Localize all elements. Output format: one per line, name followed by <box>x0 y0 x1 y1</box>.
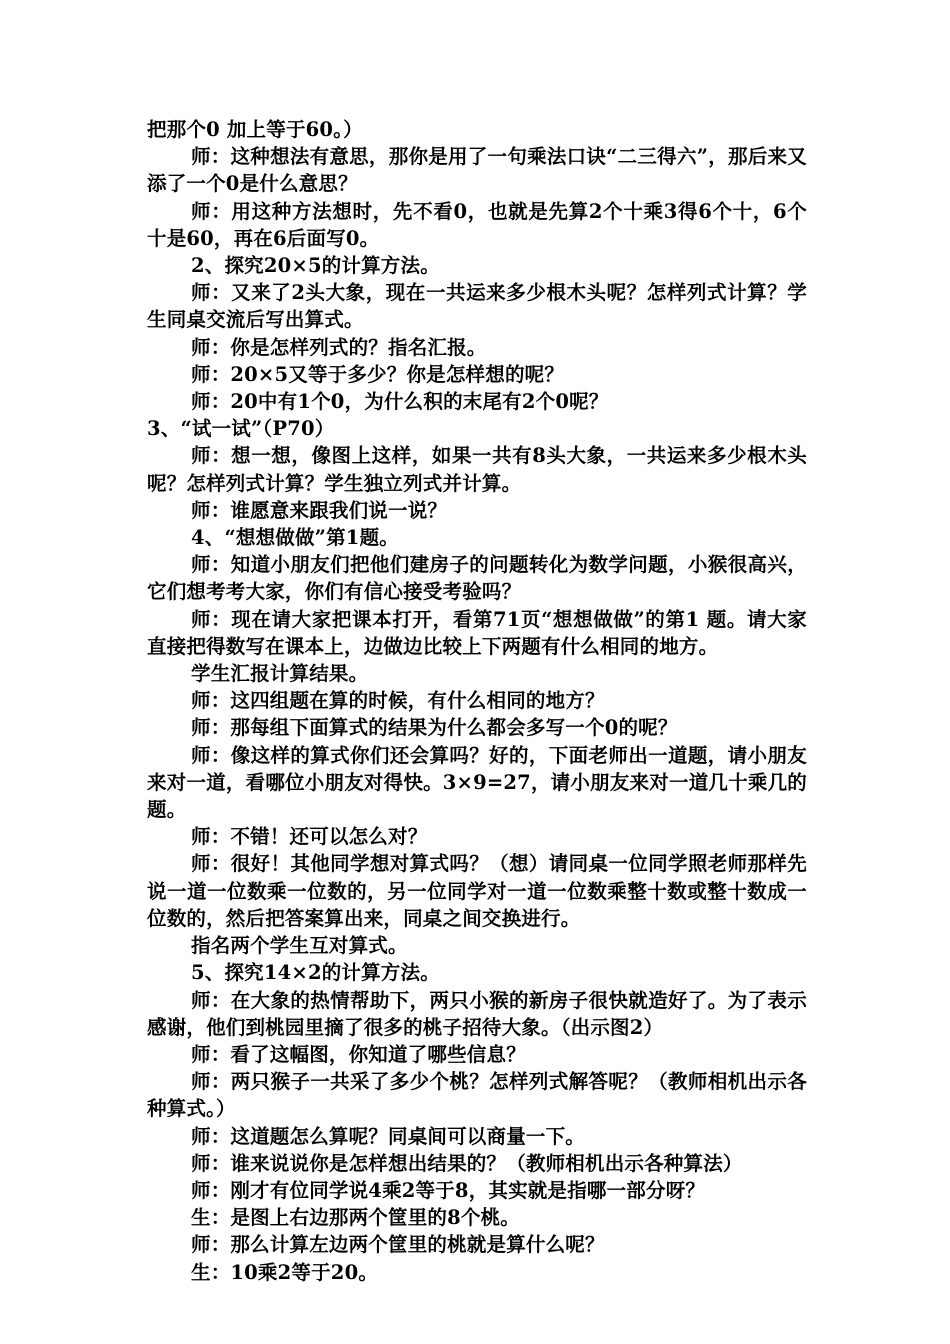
paragraph: 师：那么计算左边两个筐里的桃就是算什么呢？ <box>191 1233 605 1257</box>
paragraph: 师：你是怎样列式的？指名汇报。 <box>191 335 487 359</box>
paragraph: 师：看了这幅图，你知道了哪些信息？ <box>191 1042 526 1066</box>
paragraph: 师：谁来说说你是怎样想出结果的？（教师相机出示各种算法） <box>191 1151 743 1175</box>
paragraph: 师：那每组下面算式的结果为什么都会多写一个0的呢？ <box>191 716 678 740</box>
paragraph: 生：是图上右边那两个筐里的8个桃。 <box>191 1206 520 1230</box>
paragraph: 师：现在请大家把课本打开，看第71页“想想做做”的第1 题。请大家直接把得数写在课本上，边做边比较上下两题有什么相同的地方。 <box>147 607 807 658</box>
paragraph: 师：像这样的算式你们还会算吗？好的，下面老师出一道题，请小朋友来对一道，看哪位小朋友对得快。3×9=27，请小朋友来对一道几十乘几的题。 <box>147 743 807 822</box>
paragraph: 5、探究14×2的计算方法。 <box>191 961 440 985</box>
paragraph: 师：在大象的热情帮助下，两只小猴的新房子很快就造好了。为了表示感谢，他们到桃园里摘了很多的桃子招待大象。（出示图2） <box>147 988 807 1039</box>
paragraph: 师：这四组题在算的时候，有什么相同的地方？ <box>191 689 605 713</box>
paragraph: 把那个0 加上等于60。） <box>147 118 363 141</box>
paragraph: 师：这种想法有意思，那你是用了一句乘法口诀“二三得六”，那后来又添了一个0是什么意思？ <box>147 145 807 196</box>
paragraph: 师：谁愿意来跟我们说一说？ <box>191 498 448 522</box>
paragraph: 生：10乘2等于20。 <box>191 1260 379 1284</box>
paragraph: 师：这道题怎么算呢？同桌间可以商量一下。 <box>191 1124 586 1148</box>
paragraph: 4、“想想做做”第1题。 <box>191 526 399 550</box>
paragraph: 师：知道小朋友们把他们建房子的问题转化为数学问题，小猴很高兴，它们想考考大家，你们有信心接受考验吗？ <box>147 553 807 604</box>
paragraph: 师：想一想，像图上这样，如果一共有8头大象，一共运来多少根木头呢？怎样列式计算？学生独立列式并计算。 <box>147 444 807 495</box>
paragraph: 师：很好！其他同学想对算式吗？（想）请同桌一位同学照老师那样先说一道一位数乘一位数的，另一位同学对一道一位数乘整十数或整十数成一位数的，然后把答案算出来，同桌之间交换进行。 <box>147 852 807 930</box>
paragraph: 师：20×5又等于多少？你是怎样想的呢？ <box>191 362 565 386</box>
paragraph: 师：不错！还可以怎么对？ <box>191 825 428 849</box>
paragraph: 师：两只猴子一共采了多少个桃？怎样列式解答呢？（教师相机出示各种算式。） <box>147 1070 807 1121</box>
paragraph: 3、“试一试”（P70） <box>147 417 335 441</box>
paragraph: 学生汇报计算结果。 <box>191 662 369 686</box>
paragraph: 指名两个学生互对算式。 <box>191 934 408 958</box>
document-body <box>147 116 807 1286</box>
paragraph: 师：刚才有位同学说4乘2等于8，其实就是指哪一部分呀？ <box>191 1178 706 1202</box>
paragraph: 2、探究20×5的计算方法。 <box>191 254 440 278</box>
paragraph: 师：又来了2头大象，现在一共运来多少根木头呢？怎样列式计算？学生同桌交流后写出算式。 <box>147 281 807 332</box>
paragraph: 师：20中有1个0，为什么积的末尾有2个0呢？ <box>191 390 609 414</box>
paragraph: 师：用这种方法想时，先不看0，也就是先算2个十乘3得6个十，6个十是60，再在6后面写0。 <box>147 199 807 250</box>
